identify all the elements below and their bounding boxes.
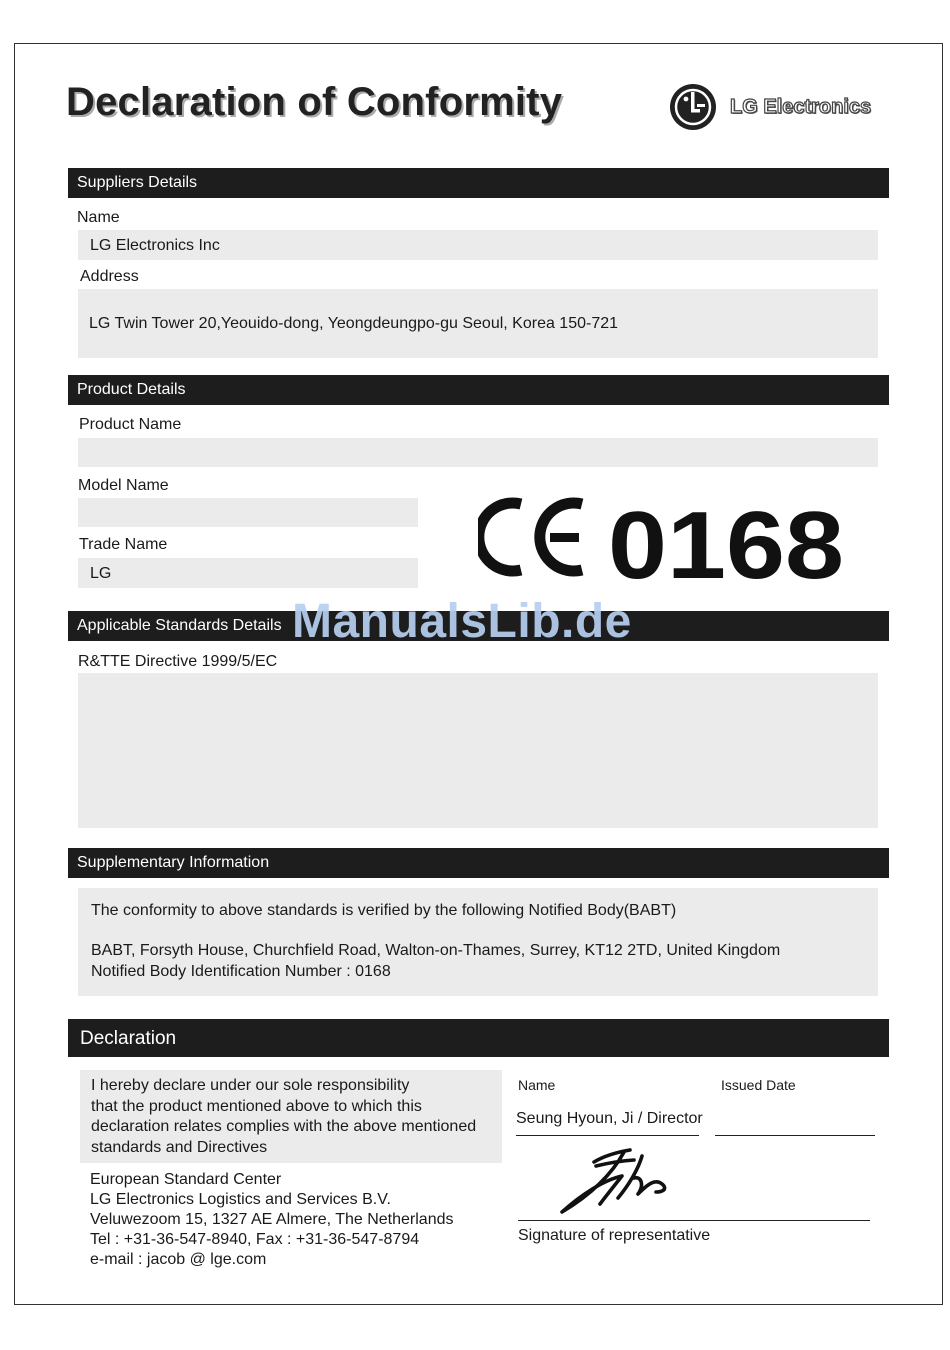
issued-date-line [715,1135,875,1136]
statement-line: I hereby declare under our sole responsibility [91,1077,410,1094]
signature-line [518,1220,870,1221]
product-header: Product Details [68,375,889,405]
issued-date-label: Issued Date [721,1077,796,1093]
statement-line: declaration relates complies with the above mentioned [91,1118,477,1135]
supplier-name-field: LG Electronics Inc [78,230,878,260]
directive-label: R&TTE Directive 1999/5/EC [78,653,278,670]
brand-name: LG Electronics [730,95,872,118]
signature-label: Signature of representative [518,1227,711,1244]
trade-name-label: Trade Name [79,536,168,553]
supplier-address-label: Address [80,268,139,285]
contact-line: e-mail : jacob @ lge.com [90,1251,267,1268]
trade-name-field: LG [78,558,418,588]
handwritten-signature [552,1146,682,1223]
statement-line: standards and Directives [91,1138,268,1156]
declaration-statement-box [80,1070,502,1163]
standards-header: Applicable Standards Details [68,611,889,641]
ce-number: 0168 [608,494,844,584]
contact-line: Veluwezoom 15, 1327 AE Almere, The Netherlands [90,1211,454,1228]
supplementary-line-2: BABT, Forsyth House, Churchfield Road, Walton-on-Thames, Surrey, KT12 2TD, United Kingdom [91,942,781,959]
suppliers-header: Suppliers Details [68,168,889,198]
product-name-label: Product Name [79,416,182,433]
supplementary-line-3: Notified Body Identification Number : 0168 [91,963,391,980]
model-name-label: Model Name [78,477,169,494]
signer-name-line [516,1135,699,1136]
supplementary-header: Supplementary Information [68,848,889,878]
product-name-field [78,438,878,467]
signature-icon [552,1146,682,1218]
model-name-field [78,498,418,527]
signer-name-label: Name [518,1077,556,1093]
contact-line: European Standard Center [90,1171,282,1188]
page-title: Declaration of Conformity [66,80,563,124]
supplementary-line-1: The conformity to above standards is verified by the following Notified Body(BABT) [91,902,677,919]
contact-line: Tel : +31-36-547-8940, Fax : +31-36-547-8794 [90,1231,420,1248]
signer-name-value: Seung Hyoun, Ji / Director [516,1110,703,1127]
statement-line: that the product mentioned above to which this [91,1097,422,1115]
supplier-name-label: Name [77,209,120,226]
ce-mark-icon [478,494,848,584]
lg-logo-icon [668,82,718,132]
supplier-address-field: LG Twin Tower 20,Yeouido-dong, Yeongdeungpo-gu Seoul, Korea 150-721 [78,289,878,358]
contact-block [90,1170,453,1270]
declaration-header: Declaration [68,1019,889,1057]
standards-field [78,673,878,828]
watermark: ManualsLib.de [292,595,632,648]
ce-mark [478,494,848,589]
contact-line: LG Electronics Logistics and Services B.V. [90,1191,391,1208]
brand-logo [668,82,871,132]
